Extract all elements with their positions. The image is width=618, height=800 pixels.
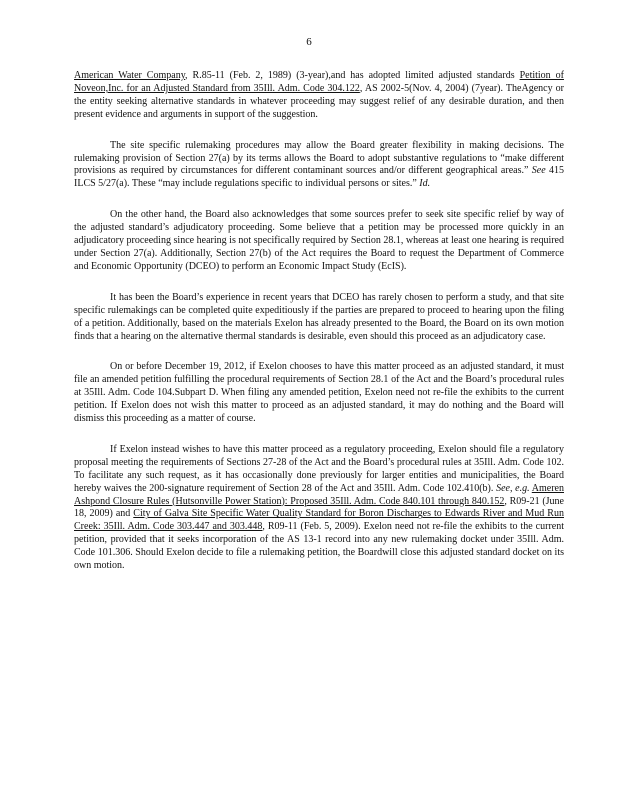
case-citation: Petition of Noveon,Inc. for an Adjusted Standard from 35Ill. Adm. Code 304.122: [74, 70, 564, 94]
paragraph-5: On or before December 19, 2012, if Exelon chooses to have this matter proceed as an adjusted standard, it must file an amended petition fulfilling the procedural requirements of Section 28.1 of the Act and the Board’s procedural rules at 35Ill. Adm. Code 104.Subpart D. When filing any amended petition, Exelon need not re-file the exhibits to the current petition. If Exelon does not wish this matter to proceed as an adjusted standard, it may do nothing and the Board will dismiss this proceeding as a matter of course.: [74, 361, 564, 425]
paragraph-text: , R09-11 (Feb. 5, 2009). Exelon need not re-file the exhibits to the current petition, provided that it seeks incorporation of the AS 13-1 record into any new rulemaking docket under 35Ill. Adm. Code 101.306. Should Exelon decide to file a rulemaking petition, the Boardwill close this adjusted standard docket on its own motion.: [74, 521, 564, 572]
id-signal: Id.: [419, 178, 431, 190]
paragraph-text: , R09-21 (June 18, 2009) and: [74, 495, 564, 520]
document-body: [74, 70, 564, 591]
paragraph-4: It has been the Board’s experience in recent years that DCEO has rarely chosen to perform a study, and that site specific rulemakings can be completed quite expeditiously if the parties are prepared to proceed to hearing upon the filing of a petition. Additionally, based on the materials Exelon has already presented to the Board, the Board on its own motion finds that a hearing on the alternative thermal standards is desirable, even should this proceed as an adjudicatory case.: [74, 291, 564, 342]
paragraph-text: If Exelon instead wishes to have this matter proceed as a regulatory proceeding, Exelon should file a regulatory proposal meeting the requirements of Sections 27-28 of the Act and the Board’s procedural rules at 35Ill. Adm. Code 102. To facilitate any such request, as it has occasionally done previously for larger entities and municipalities, the Board hereby waives the 200-signature requirement of Section 28 of the Act and 35Ill. Adm. Code 102.410(b).: [74, 443, 564, 494]
paragraph-text: , AS 2002-5(Nov. 4, 2004) (7year). TheAgency or the entity seeking alternative standards in whatever proceeding may suggest relief of any desirable duration, and then present evidence and arguments in support of the suggestion.: [74, 82, 564, 120]
case-citation: City of Galva Site Specific Water Quality Standard for Boron Discharges to Edwards River and Mud Run Creek: 35Ill. Adm. Code 303.447 and 303.448: [74, 508, 564, 533]
case-citation: Ameren Ashpond Closure Rules (Hutsonville Power Station): Proposed 35Ill. Adm. Code 840.101 through 840.152: [74, 482, 564, 507]
paragraph-text: The site specific rulemaking procedures may allow the Board greater flexibility in making decisions. The rulemaking provision of Section 27(a) by its terms allows the Board to adopt substantive regulations to “make different provisions as required by circumstances for different contaminant sources and/or different geographical areas.”: [74, 139, 564, 177]
paragraph-3: On the other hand, the Board also acknowledges that some sources prefer to seek site specific relief by way of the adjusted standard’s adjudicatory proceeding. Some believe that a petition may be processed more quickly in an adjudicatory proceeding since hearing is not specifically required by Section 28.1, whereas at least one hearing is required under Section 27(a). Additionally, Section 27(b) of the Act requires the Board to request the Department of Commerce and Economic Opportunity (DCEO) to perform an Economic Impact Study (EcIS).: [74, 209, 564, 272]
see-signal: See, e.g.: [496, 482, 530, 494]
paragraph-text: , R.85-11 (Feb. 2, 1989) (3-year),and has adopted limited adjusted standards: [185, 70, 520, 81]
case-citation: American Water Company: [74, 70, 186, 81]
paragraph-6: [74, 444, 564, 573]
paragraph-2: [74, 140, 564, 192]
paragraph-1: [74, 70, 564, 122]
see-signal: See: [531, 165, 546, 177]
paragraph-text: 415 ILCS 5/27(a). These “may include regulations specific to individual persons or sites.”: [74, 165, 565, 190]
page-number: 6: [306, 36, 312, 48]
